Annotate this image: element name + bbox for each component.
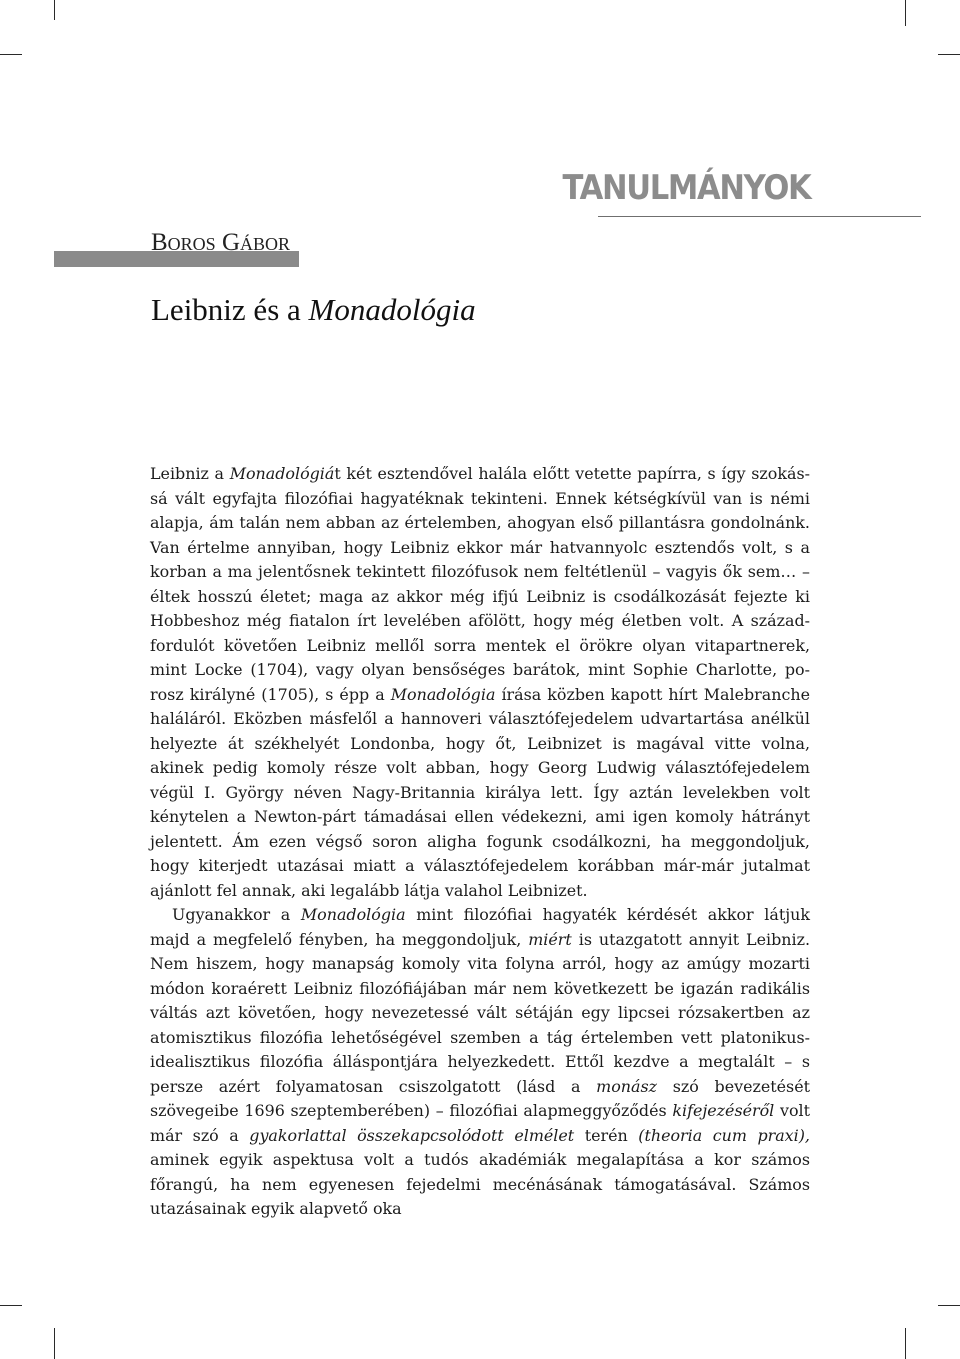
text-run: t két esztendővel halála előtt vetette papírra, s így szokássá vált egyfajta filozófiai hagyatéknak tekinteni. Ennek kétségkívül van is némi alapja, ám talán nem abban az értelemben, ahogyan első pillantásra gondolnánk. Van értelme annyiban, hogy Leibniz ekkor már hatvannyolc esztendős volt, s a korban a ma jelentősnek tekintett filozófusok nem feltétlenül – vagyis ők sem… – éltek hosszú életet; maga az akkor még ifjú Leibniz is csodálkozását fejezte ki Hobbeshoz még fiatalon írt levelében afölött, hogy még életben volt. A századfordulót követően Leibniz mellől sorra mentek el örökre olyan vitapartnerek, mint Locke (1704), vagy olyan bensőséges barátok, mint Sophie Charlotte, porosz királyné (1705), s épp a	[150, 464, 810, 704]
text-run: aminek egyik aspektusa volt a tudós akadémiák megalapítása a kor számos főrangú, ha nem egyenesen fejedelmi mecénásának támogatásával. Számos utazásainak egyik alapvető oka	[150, 1150, 810, 1218]
title-italic: Monadológia	[308, 292, 476, 327]
text-run: írása közben kapott hírt Malebranche haláláról. Eközben másfelől a hannoveri választófejedelem udvartartása anélkül helyezte át székhelyét Londonba, hogy őt, Leibnizet is magával vitte volna, akinek pedig komoly része volt abban, hogy Georg Ludwig választófejedelem végül I. György néven Nagy-Britannia királya lett. Így aztán levelekben volt kénytelen a Newton-párt támadásai ellen védekezni, ami igen komoly hátrányt jelentett. Ám ezen végső soron aligha fogunk csodálkozni, ha meggondoljuk, hogy kiterjedt utazásai miatt a választófejedelem korábban már-már jutalmat ajánlott fel annak, aki legalább látja valahol Leibnizet.	[150, 684, 810, 900]
text-run: mint filozófiai hagyaték kérdését akkor látjuk majd a megfelelő fényben, ha meggondoljuk,	[150, 905, 810, 949]
crop-mark-top-left	[54, 0, 55, 20]
crop-mark-top-left-horizontal	[0, 54, 22, 55]
italic-run: Monadológiá	[229, 464, 335, 483]
italic-run: gyakorlattal összekapcsolódott elmélet	[249, 1125, 575, 1145]
italic-run: (theoria cum praxi),	[638, 1125, 810, 1145]
crop-mark-top-right-horizontal	[938, 54, 960, 55]
italic-run: monász	[596, 1076, 658, 1096]
text-run: is utazgatott annyit Leibniz. Nem hiszem, hogy manapság komoly vita folyna arról, hogy az amúgy mozarti módon koraérett Leibniz filozófiájában már nem következett be igazán radikális váltás azt követően, hogy nevezetessé vált sétáján egy lipcsei rózsakertben az atomisztikus filozófia lehetőségével szemben a tág értelemben vett platonikus-idealisztikus filozófia álláspontjára helyezkedett. Ettől kezdve a megtalált – s persze azért folyamatosan csiszolgatott (lásd a	[150, 929, 810, 1096]
crop-mark-top-right	[905, 0, 906, 26]
text-run: szó bevezetését szövegeibe 1696 szeptemberében) – filozófiai alapmeggyőződés	[150, 1076, 810, 1120]
text-run: volt már szó a	[150, 1101, 810, 1145]
paragraph-1	[150, 462, 810, 903]
paragraph-2	[150, 903, 810, 1222]
article-body	[150, 462, 810, 1222]
italic-run: miért	[528, 929, 572, 949]
section-label: TANULMÁNYOK	[562, 168, 810, 208]
crop-mark-bottom-right	[905, 1328, 906, 1359]
text-run: terén	[574, 1125, 639, 1145]
crop-mark-bottom-right-horizontal	[938, 1305, 960, 1306]
text-run: Ugyanakkor a	[172, 905, 301, 924]
italic-run: kifejezéséről	[672, 1101, 775, 1120]
article-title	[151, 290, 476, 330]
text-run: Leibniz a	[150, 464, 230, 483]
italic-run: Monadológia	[390, 684, 496, 704]
section-rule	[598, 216, 921, 217]
title-plain: Leibniz és a	[151, 292, 309, 327]
crop-mark-bottom-left-horizontal	[0, 1305, 22, 1306]
italic-run: Monadológia	[300, 905, 406, 924]
crop-mark-bottom-left	[54, 1328, 55, 1359]
author-name: Boros Gábor	[151, 229, 291, 256]
